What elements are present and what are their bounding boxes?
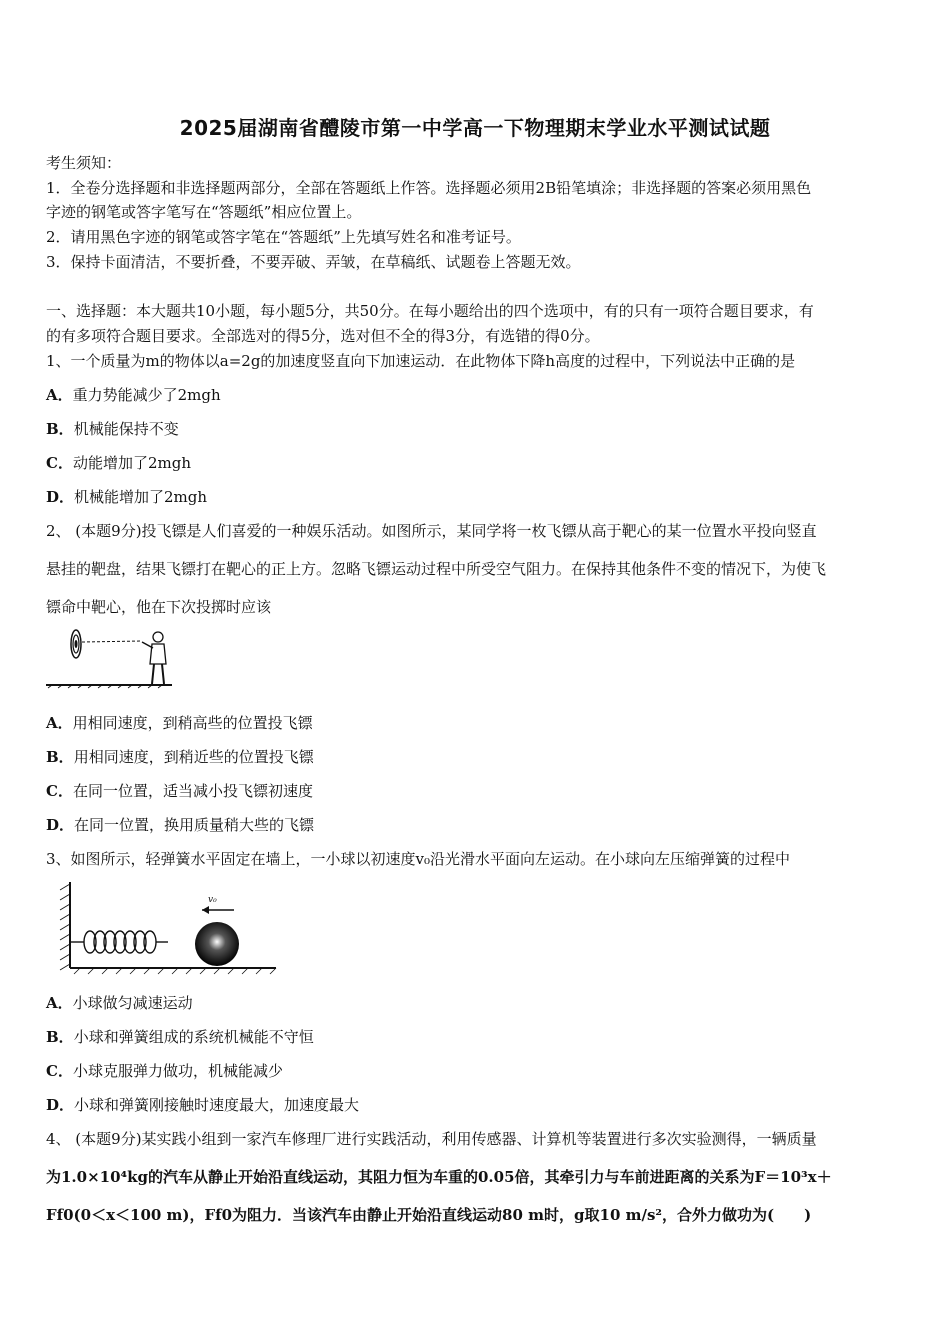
q3-option-c[interactable] bbox=[46, 1060, 908, 1082]
option-letter: C． bbox=[46, 454, 73, 472]
notice-item: 2．请用黑色字迹的钢笔或答字笔在“答题纸”上先填写姓名和准考证号。 bbox=[46, 228, 521, 246]
option-text: 用相同速度，到稍高些的位置投飞镖 bbox=[72, 714, 313, 732]
option-text: 用相同速度，到稍近些的位置投飞镖 bbox=[73, 748, 314, 766]
option-letter: B． bbox=[46, 420, 74, 438]
q2-option-d[interactable] bbox=[46, 814, 908, 836]
option-text: 小球和弹簧组成的系统机械能不守恒 bbox=[73, 1028, 314, 1046]
spring-ball-figure bbox=[56, 880, 278, 976]
q1-option-a[interactable] bbox=[46, 384, 908, 406]
option-text: 小球克服弹力做功，机械能减少 bbox=[72, 1062, 283, 1080]
ball-icon bbox=[195, 922, 239, 966]
dartboard-icon bbox=[71, 630, 81, 658]
q1-option-b[interactable] bbox=[46, 418, 908, 440]
q2-option-a[interactable] bbox=[46, 712, 908, 734]
option-text: 机械能保持不变 bbox=[73, 420, 179, 438]
velocity-arrow-icon bbox=[202, 906, 234, 914]
q4-stem-line: Ff0(0＜x＜100 m)，Ff0为阻力．当该汽车由静止开始沿直线运动80 m时，g取10 m/s²，合外力做功为( ) bbox=[46, 1206, 812, 1224]
option-letter: B． bbox=[46, 1028, 74, 1046]
q3-stem: 3、如图所示，轻弹簧水平固定在墙上，一小球以初速度v₀沿光滑水平面向左运动。在小球向左压缩弹簧的过程中 bbox=[46, 850, 791, 868]
option-letter: D． bbox=[46, 1096, 75, 1114]
q2-option-c[interactable] bbox=[46, 780, 908, 802]
q1-option-c[interactable] bbox=[46, 452, 908, 474]
q2-stem-line: 2、 (本题9分)投飞镖是人们喜爱的一种娱乐活动。如图所示，某同学将一枚飞镖从高于靶心的某一位置水平投向竖直 bbox=[46, 522, 817, 540]
q1-option-d[interactable] bbox=[46, 486, 908, 508]
option-letter: A． bbox=[46, 714, 73, 732]
q2-stem-line: 悬挂的靶盘，结果飞镖打在靶心的正上方。忽略飞镖运动过程中所受空气阻力。在保持其他条件不变的情况下，为使飞 bbox=[46, 560, 827, 578]
page-title: 2025届湖南省醴陵市第一中学高一下物理期末学业水平测试试题 bbox=[179, 116, 771, 140]
q2-stem-line: 镖命中靶心，他在下次投掷时应该 bbox=[46, 598, 272, 616]
dart-trajectory bbox=[82, 641, 142, 642]
q4-stem-line: 4、 (本题9分)某实践小组到一家汽车修理厂进行实践活动，利用传感器、计算机等装置进行多次实验测得，一辆质量 bbox=[46, 1130, 817, 1148]
option-letter: B． bbox=[46, 748, 74, 766]
wall bbox=[60, 882, 70, 970]
option-letter: A． bbox=[46, 386, 73, 404]
option-letter: A． bbox=[46, 994, 73, 1012]
dart-throw-figure bbox=[44, 628, 174, 690]
velocity-label: v₀ bbox=[208, 895, 217, 905]
q4-stem-line: 为1.0×10⁴kg的汽车从静止开始沿直线运动，其阻力恒为车重的0.05倍，其牵引力与车前进距离的关系为F＝10³x＋ bbox=[46, 1168, 832, 1186]
q3-option-a[interactable] bbox=[46, 992, 908, 1014]
notice-item: 字迹的钢笔或答字笔写在“答题纸”相应位置上。 bbox=[46, 203, 362, 221]
option-text: 机械能增加了2mgh bbox=[74, 488, 208, 506]
option-text: 小球和弹簧刚接触时速度最大，加速度最大 bbox=[74, 1096, 360, 1114]
q3-option-b[interactable] bbox=[46, 1026, 908, 1048]
option-text: 在同一位置，适当减小投飞镖初速度 bbox=[72, 782, 313, 800]
q3-option-d[interactable] bbox=[46, 1094, 908, 1116]
option-letter: C． bbox=[46, 1062, 73, 1080]
notice-heading: 考生须知： bbox=[46, 154, 122, 172]
section-intro-line: 一、选择题：本大题共10小题，每小题5分，共50分。在每小题给出的四个选项中，有的只有一项符合题目要求，有 bbox=[46, 302, 814, 320]
option-text: 在同一位置，换用质量稍大些的飞镖 bbox=[74, 816, 315, 834]
notice-item: 3．保持卡面清洁，不要折叠，不要弄破、弄皱，在草稿纸、试题卷上答题无效。 bbox=[46, 253, 581, 271]
option-text: 重力势能减少了2mgh bbox=[72, 386, 221, 404]
option-letter: D． bbox=[46, 488, 75, 506]
notice-item: 1．全卷分选择题和非选择题两部分，全部在答题纸上作答。选择题必须用2B铅笔填涂；非选择题的答案必须用黑色 bbox=[46, 179, 812, 197]
q2-option-b[interactable] bbox=[46, 746, 908, 768]
section-intro-line: 的有多项符合题目要求。全部选对的得5分，选对但不全的得3分，有选错的得0分。 bbox=[46, 327, 600, 345]
option-text: 小球做匀减速运动 bbox=[72, 994, 193, 1012]
spring-icon bbox=[70, 931, 168, 953]
option-text: 动能增加了2mgh bbox=[72, 454, 191, 472]
q1-stem: 1、一个质量为m的物体以a=2g的加速度竖直向下加速运动．在此物体下降h高度的过程中，下列说法中正确的是 bbox=[46, 352, 796, 370]
person-throwing-icon bbox=[142, 632, 166, 684]
option-letter: D． bbox=[46, 816, 75, 834]
option-letter: C． bbox=[46, 782, 73, 800]
